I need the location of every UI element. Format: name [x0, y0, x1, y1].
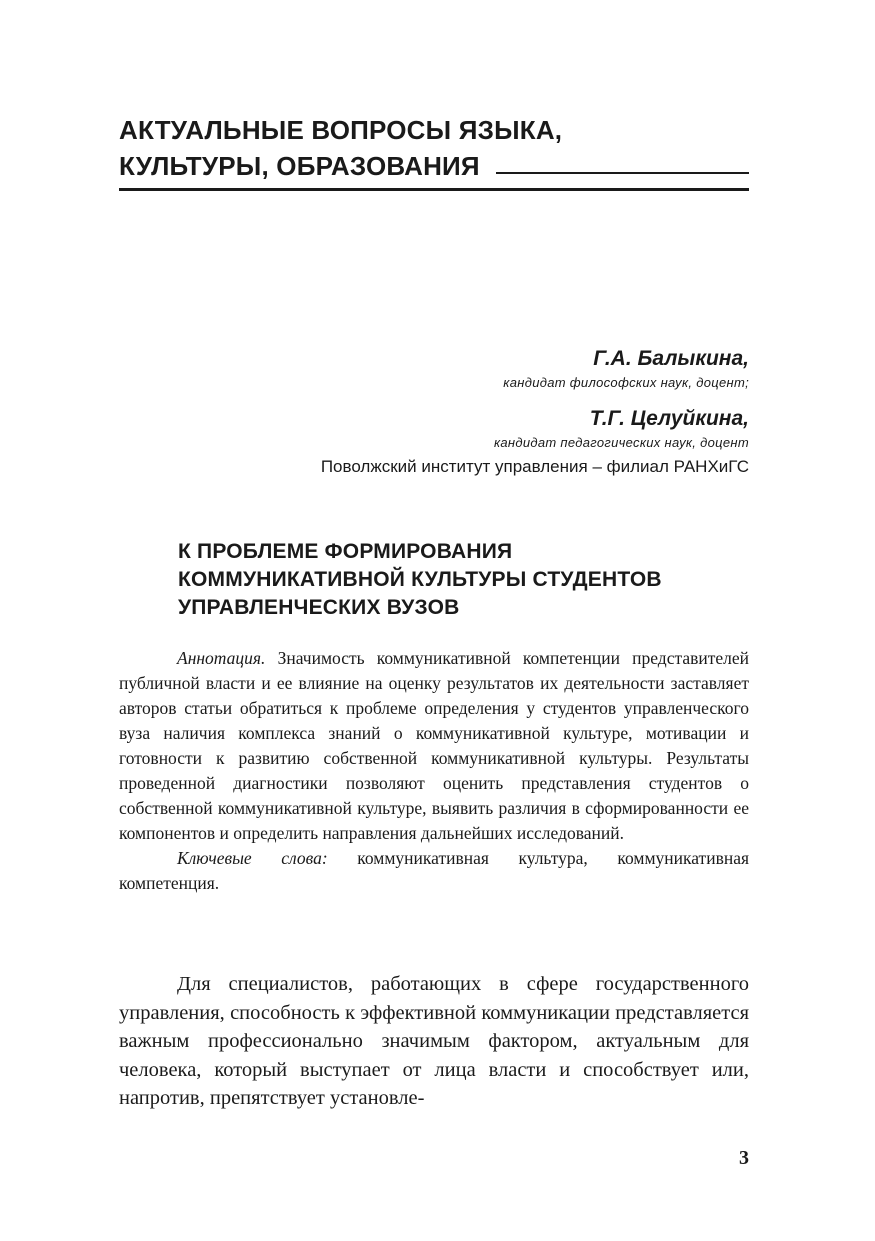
abstract-paragraph — [119, 646, 749, 846]
keywords-label: Ключевые слова: — [177, 848, 328, 868]
section-title-line2: КУЛЬТУРЫ, ОБРАЗОВАНИЯ — [119, 151, 480, 181]
body-paragraph: Для специалистов, работающих в сфере государственного управления, способность к эффективной коммуникации представляется важным профессионально значимым фактором, актуальным для человека, который выступает от лица власти и способствует или, напротив, препятствует установле- — [119, 973, 749, 1109]
affiliation: Поволжский институт управления – филиал РАНХиГС — [320, 457, 749, 476]
section-header — [119, 112, 749, 191]
abstract-label: Аннотация. — [177, 648, 266, 668]
abstract-block — [119, 646, 749, 896]
section-title-line1: АКТУАЛЬНЫЕ ВОПРОСЫ ЯЗЫКА, — [119, 115, 563, 145]
body-text — [119, 970, 749, 1113]
author-name: Т.Г. Целуйкина, — [589, 407, 749, 430]
article-title-line2: КОММУНИКАТИВНОЙ КУЛЬТУРЫ СТУДЕНТОВ — [178, 568, 662, 591]
authors-block — [321, 345, 749, 479]
article-title — [178, 538, 768, 622]
author-title: кандидат педагогических наук, доцент — [493, 435, 749, 450]
header-fill-rule — [496, 172, 749, 174]
abstract-text: Значимость коммуникативной компетенции представителей публичной власти и ее влияние на оценку результатов их деятельности заставляет авторов статьи обратиться к проблеме определения у студентов управленческого вуза наличия комплекса знаний о коммуникативной культуре, мотивации и готовности к развитию собственной коммуникативной культуры. Результаты проведенной диагностики позволяют оценить представления студентов о собственной коммуникативной культуре, выявить различия в сформированности ее компонентов и определить направления дальнейших исследований. — [119, 648, 749, 843]
article-title-line3: УПРАВЛЕНЧЕСКИХ ВУЗОВ — [178, 596, 460, 619]
article-title-line1: К ПРОБЛЕМЕ ФОРМИРОВАНИЯ — [178, 540, 513, 563]
author-title: кандидат философских наук, доцент; — [503, 375, 749, 390]
keywords-paragraph — [119, 846, 749, 896]
keywords-text: коммуникативная культура, коммуникативная компетенция. — [119, 848, 750, 893]
author-name: Г.А. Балыкина, — [593, 347, 749, 370]
header-divider — [119, 188, 749, 191]
page-number: 3 — [739, 1147, 749, 1169]
section-title-line2-row — [119, 148, 749, 184]
